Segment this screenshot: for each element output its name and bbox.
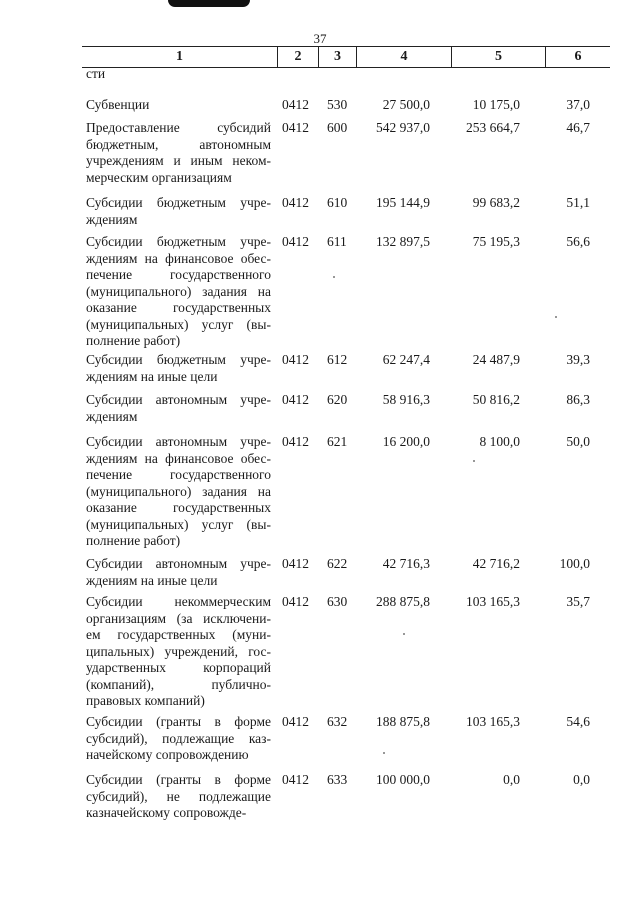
row-planned: 288 875,8 [376, 594, 430, 609]
row-executed: 50 816,2 [472, 392, 520, 407]
row-percent: 50,0 [566, 434, 590, 449]
scan-smudge [168, 0, 250, 7]
description-line: ждениям на финансовое обес- [86, 450, 271, 466]
description-line: Субсидии автономным учре- [86, 556, 271, 571]
row-expense-type: 612 [327, 352, 348, 367]
row-expense-type: 600 [327, 120, 348, 135]
row-planned: 62 247,4 [382, 352, 430, 367]
description-line: ждениям на иные цели [86, 572, 218, 588]
row-executed: 103 165,3 [466, 714, 520, 729]
description-line: полнение работ) [86, 533, 181, 548]
description-line: оказание государственных [86, 300, 271, 315]
scan-speck [473, 460, 475, 462]
row-planned: 100 000,0 [376, 772, 430, 787]
row-percent: 100,0 [559, 556, 590, 571]
row-description [86, 352, 271, 385]
row-executed: 10 175,0 [472, 97, 520, 112]
scan-speck [383, 752, 385, 754]
scan-speck [555, 316, 557, 318]
row-description [86, 195, 271, 228]
row-section-code: 0412 [282, 556, 309, 571]
row-percent: 56,6 [566, 234, 590, 249]
row-expense-type: 630 [327, 594, 348, 609]
row-expense-type: 632 [327, 714, 348, 729]
row-section-code: 0412 [282, 594, 309, 609]
description-line: субсидий), подлежащие каз- [86, 730, 271, 746]
description-line: Субсидии бюджетным учре- [86, 352, 271, 367]
description-line: печение государственного [86, 267, 271, 282]
row-description [86, 97, 271, 114]
description-line: оказание государственных [86, 500, 271, 515]
row-percent: 0,0 [573, 772, 590, 787]
row-expense-type: 621 [327, 434, 348, 449]
row-section-code: 0412 [282, 97, 309, 112]
row-percent: 51,1 [566, 195, 590, 210]
row-planned: 195 144,9 [376, 195, 430, 210]
header-col-2: 2 [278, 47, 319, 67]
row-description [86, 434, 271, 550]
row-executed: 24 487,9 [472, 352, 520, 367]
description-line: учреждениям и иным неком- [86, 153, 271, 168]
row-expense-type: 530 [327, 97, 348, 112]
header-col-5: 5 [452, 47, 546, 67]
description-line: Предоставление субсидий [86, 120, 271, 135]
row-section-code: 0412 [282, 434, 309, 449]
description-line: (муниципальных) услуг (вы- [86, 516, 271, 532]
row-section-code: 0412 [282, 772, 309, 787]
header-col-1: 1 [82, 47, 278, 67]
row-executed: 42 716,2 [472, 556, 520, 571]
description-line: Субсидии (гранты в форме [86, 714, 271, 729]
row-percent: 46,7 [566, 120, 590, 135]
row-section-code: 0412 [282, 352, 309, 367]
row-executed: 253 664,7 [466, 120, 520, 135]
row-executed: 103 165,3 [466, 594, 520, 609]
scan-speck [403, 633, 405, 635]
row-description [86, 772, 271, 822]
description-line: Субсидии автономным учре- [86, 434, 271, 449]
row-expense-type: 610 [327, 195, 348, 210]
row-planned: 58 916,3 [382, 392, 430, 407]
description-line: ударственных корпораций [86, 660, 271, 675]
row-description [86, 714, 271, 764]
row-description [86, 120, 271, 186]
description-line: мерческим организациям [86, 169, 232, 185]
description-line: Субсидии бюджетным учре- [86, 195, 271, 210]
description-line: (муниципальных) услуг (вы- [86, 316, 271, 332]
row-percent: 39,3 [566, 352, 590, 367]
row-description [86, 66, 271, 83]
description-line: печение государственного [86, 467, 271, 482]
description-line: сти [86, 66, 106, 81]
description-line: Субсидии бюджетным учре- [86, 234, 271, 249]
description-line: полнение работ) [86, 333, 181, 348]
scan-speck [333, 276, 335, 278]
row-planned: 42 716,3 [382, 556, 430, 571]
description-line: Субсидии автономным учре- [86, 392, 271, 407]
description-line: Субсидии (гранты в форме [86, 772, 271, 787]
row-planned: 16 200,0 [382, 434, 430, 449]
description-line: субсидий), не подлежащие [86, 788, 271, 804]
header-col-4: 4 [357, 47, 452, 67]
row-section-code: 0412 [282, 120, 309, 135]
row-description [86, 392, 271, 425]
description-line: организациям (за исключени- [86, 610, 271, 626]
description-line: казначейскому сопровожде- [86, 805, 247, 820]
description-line: начейскому сопровождению [86, 747, 249, 762]
table-header [82, 46, 610, 68]
header-col-3: 3 [319, 47, 357, 67]
description-line: (муниципального) задания на [86, 283, 271, 299]
description-line: ждениям [86, 211, 138, 227]
row-expense-type: 633 [327, 772, 348, 787]
row-planned: 542 937,0 [376, 120, 430, 135]
row-expense-type: 620 [327, 392, 348, 407]
description-line: ем государственных (муни- [86, 627, 271, 642]
description-line: (муниципального) задания на [86, 483, 271, 499]
description-line: ципальных) учреждений, гос- [86, 643, 271, 659]
row-planned: 188 875,8 [376, 714, 430, 729]
row-description [86, 594, 271, 710]
row-description [86, 234, 271, 350]
row-section-code: 0412 [282, 392, 309, 407]
row-executed: 0,0 [503, 772, 520, 787]
row-expense-type: 622 [327, 556, 348, 571]
header-col-6: 6 [574, 49, 582, 64]
description-line: ждениям на финансовое обес- [86, 250, 271, 266]
row-planned: 132 897,5 [376, 234, 430, 249]
row-executed: 75 195,3 [472, 234, 520, 249]
description-line: ждениям на иные цели [86, 368, 218, 384]
description-line: ждениям [86, 408, 138, 424]
row-percent: 37,0 [566, 97, 590, 112]
row-executed: 99 683,2 [472, 195, 520, 210]
row-section-code: 0412 [282, 234, 309, 249]
row-planned: 27 500,0 [382, 97, 430, 112]
row-section-code: 0412 [282, 195, 309, 210]
description-line: правовых компаний) [86, 693, 205, 708]
description-line: (компаний), публично- [86, 676, 271, 692]
row-section-code: 0412 [282, 714, 309, 729]
row-percent: 54,6 [566, 714, 590, 729]
row-expense-type: 611 [327, 234, 347, 249]
description-line: бюджетным, автономным [86, 136, 271, 152]
description-line: Субсидии некоммерческим [86, 594, 271, 609]
description-line: Субвенции [86, 97, 150, 112]
row-percent: 35,7 [566, 594, 590, 609]
page-number: 37 [313, 31, 327, 46]
row-percent: 86,3 [566, 392, 590, 407]
row-executed: 8 100,0 [479, 434, 520, 449]
row-description [86, 556, 271, 589]
